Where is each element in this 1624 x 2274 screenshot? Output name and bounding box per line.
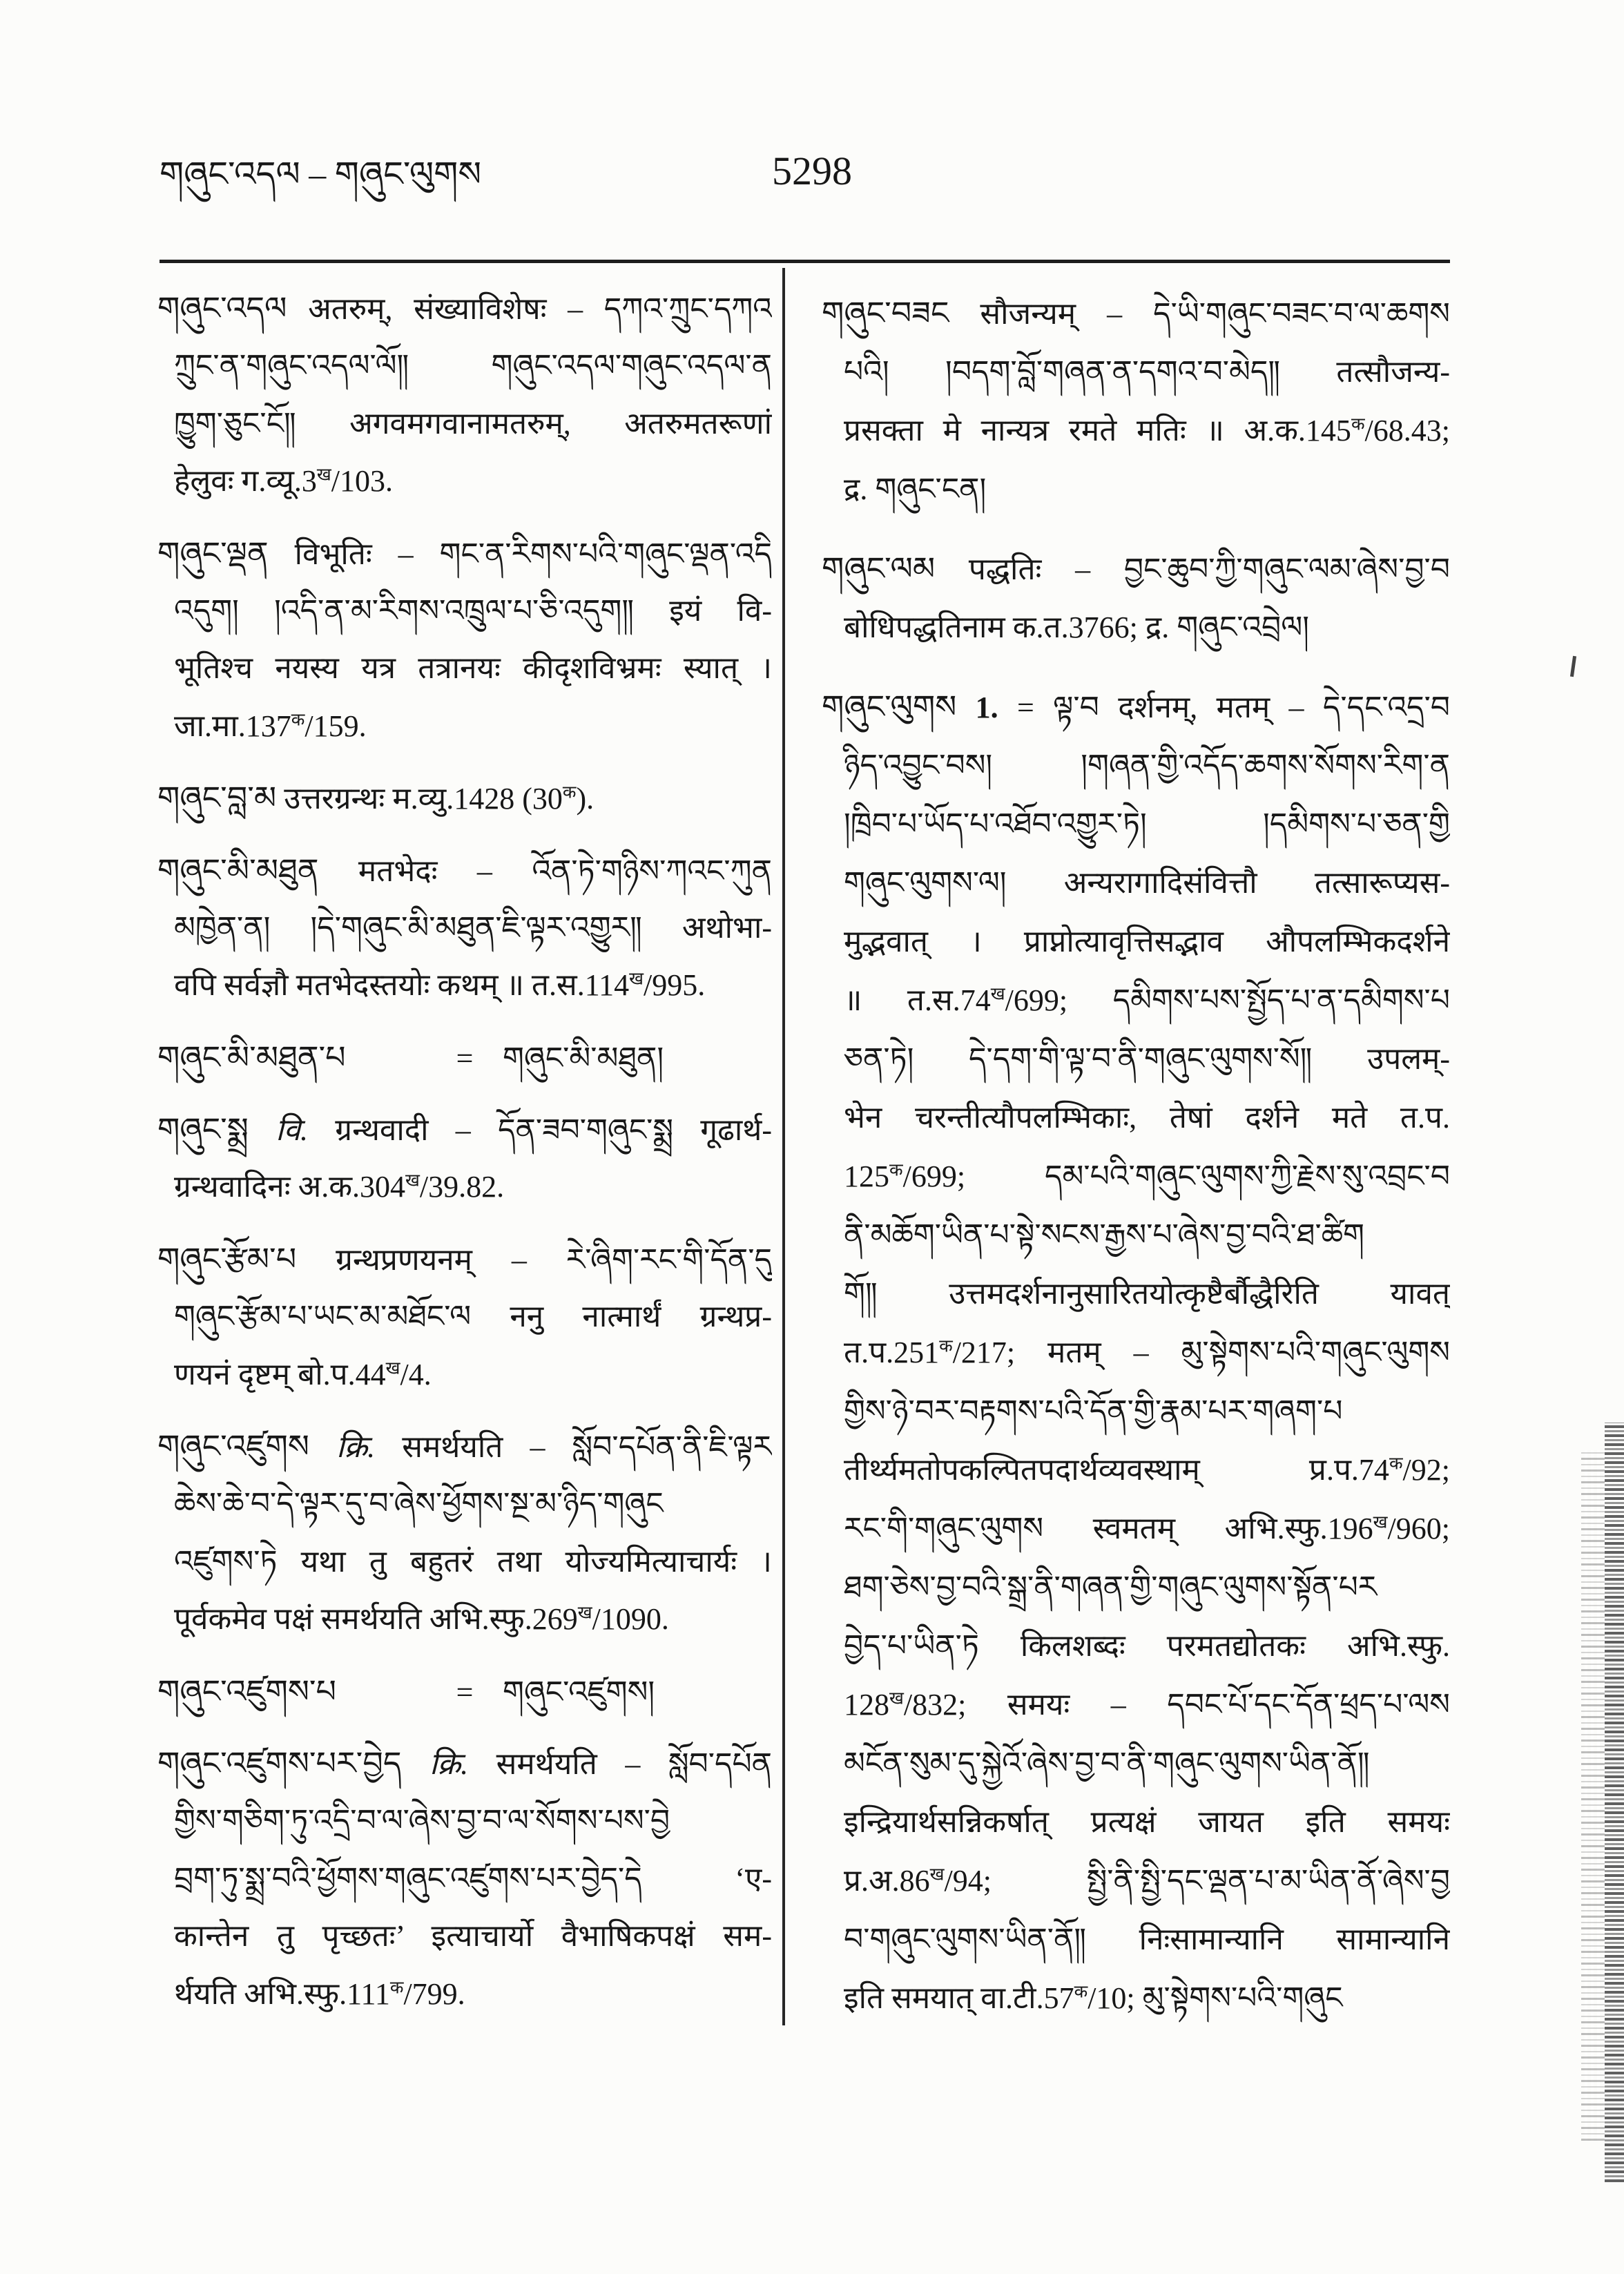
header-rule (160, 260, 1450, 263)
entry-line: གཞུང་ལུགས་ལ། अन्यरागादिसंवित्तौ तत्सारूप्यस- (844, 866, 1450, 900)
cross-reference-target: གཞུང་འཛུགས། (503, 1675, 655, 1709)
entry-text: ग्रन्थप्रणयनम् – རེ་ཞིག་རང་གི་དོན་དུ (336, 1242, 772, 1277)
entry-line: ཆེས་ཆེ་བ་དེ་ལྟར་དུ་བ་ཞེས་ཕྱོགས་སྔ་མ་ཉིད་གཞུང (174, 1487, 664, 1521)
entry-text: अतरुम्, संख्याविशेषः – དཀའ་ཀྲུང་དཀའ (308, 292, 772, 326)
headword: གཞུང་ལམ (822, 551, 936, 586)
entry-line: མངོན་སུམ་དུ་སྐྱེའོ་ཞེས་བྱ་བ་ནི་གཞུང་ལུགས་ཡིན་ནོ༎ (844, 1746, 1370, 1780)
entry-line: ཁྱུག་ཅུང་ངོ༎ अगवमगवानामतरुम्, अतरुमतरूणां (174, 406, 772, 441)
folio-side-superscript: ख (990, 983, 1005, 1004)
folio-side-superscript: ख (577, 1602, 592, 1623)
folio-side-superscript: ख (385, 1358, 400, 1378)
entry-first-line (157, 280, 772, 337)
entry-line: वपि सर्वज्ञौ मतभेदस्तयोः कथम् ॥ $त.स.114^ख/995$. (174, 968, 706, 1003)
entry-first-line (157, 1735, 772, 1792)
headword: གཞུང་ལྡན (157, 535, 269, 571)
dictionary-entry (157, 1418, 772, 1648)
entry-line: ཀྲུང་ན་གཞུང་འདལ་ལོ༎ གཞུང་འདལ་གཞུང་འདལ་ན (174, 349, 772, 383)
entry-first-line (157, 1029, 772, 1086)
running-head-guide-words: གཞུང་འདལ – གཞུང་ལུགས (160, 155, 482, 193)
entry-line: बोधिपद्धतिनाम क.त.3766; द्र. གཞུང་འབྲེལ། (844, 610, 1310, 644)
entry-line: ནི་མཆོག་ཡིན་པ་སྟེ་སངས་རྒྱས་པ་ཞེས་བྱ་བའི་ཐ་ཚིག (844, 1218, 1365, 1252)
entry-line: $जा.मा.137^क/159$. (174, 709, 367, 743)
entry-text: समर्थयति – སློབ་དཔོན་ནི་ཇི་ལྟར (402, 1430, 772, 1465)
entry-line: तीर्थ्यमतोपकल्पितपदार्थव्यवस्थाम् $प्र.प.74^क/92$; (844, 1453, 1450, 1487)
entry-first-line (157, 1418, 772, 1475)
dictionary-entry (822, 677, 1450, 2027)
entry-line: पूर्वकमेव पक्षं समर्थयति $अभि.स्फु.269^ख/1090$. (174, 1602, 669, 1637)
entry-line: གྱིས་ཉེ་བར་བརྟགས་པའི་དོན་གྱི་རྣམ་པར་གཞག་པ (844, 1394, 1343, 1428)
headword: གཞུང་འཛུགས་པར་བྱེད (157, 1745, 402, 1781)
folio-side-superscript: ख (889, 1688, 904, 1708)
entry-line: མཁྱེན་ན། །དེ་གཞུང་མི་མཐུན་ཇི་ལྟར་འགྱུར༎ अथोभा- (174, 910, 772, 945)
headword: གཞུང་རྩོམ་པ (157, 1241, 297, 1277)
entry-line: འདུག། །འདི་ན་མ་རིགས་འཁྲུལ་པ་ཅི་འདུག༎ इयं वि- (174, 593, 772, 628)
grammatical-label: वि. (276, 1113, 308, 1148)
entry-line: र्थयति $अभि.स्फु.111^क/799$. (174, 1976, 465, 2011)
dictionary-entry (157, 525, 772, 755)
left-column (157, 280, 772, 2037)
folio-side-superscript: क (562, 782, 577, 802)
entry-line: इति समयात् $वा.टी.57^क/10$; མུ་སྟེགས་པའི་གཞུང (844, 1981, 1343, 2015)
entry-line: ཉིད་འབྱུང་བས། །གཞན་གྱི་འདོད་ཆགས་སོགས་རིག་ན (844, 749, 1450, 782)
folio-side-superscript: क (291, 709, 305, 730)
headword: གཞུང་འཛུགས་པ (157, 1673, 337, 1709)
folio-side-superscript: क (1074, 1981, 1088, 2002)
scan-mark (1570, 656, 1576, 677)
entry-line: བྱེད་པ་ཡིན་ཏེ किलशब्दः परमतद्योतकः अभि.स्फु. (844, 1629, 1450, 1663)
entry-line: प्रसक्ता मे नान्यत्र रमते मतिः ॥ $अ.क.145^क/68.43$; (844, 414, 1450, 447)
entry-first-line (157, 1231, 772, 1288)
page-number: 5298 (772, 148, 852, 193)
cross-reference-sign: = (456, 1675, 474, 1709)
entry-line: ग्रन्थवादिनः $अ.क.304^ख/39.82$. (174, 1170, 505, 1204)
entry-line: འཛུགས་ཏེ यथा तु बहुतरं तथा योज्यमित्याचार्यः । (174, 1544, 772, 1579)
entry-text: = ལྟ་བ दर्शनम्, मतम् – དེ་དང་འདྲ་བ (1016, 691, 1450, 724)
dictionary-entry (157, 1029, 772, 1086)
entry-line: བྲག་ཏུ་སྨྲ་བའི་ཕྱོགས་གཞུང་འཛུགས་པར་བྱེད་དེ ‘ए- (174, 1861, 772, 1896)
entry-first-line (822, 539, 1450, 598)
headword: གཞུང་ལུགས (822, 689, 957, 724)
entry-first-line (157, 769, 772, 827)
folio-side-superscript: ख (929, 1864, 945, 1885)
folio-side-superscript: क (889, 1159, 903, 1180)
dictionary-entry (157, 1231, 772, 1403)
entry-line: རང་གི་གཞུང་ལུགས स्वमतम् $अभि.स्फु.196^ख/960$; (844, 1512, 1450, 1545)
entry-text: विभूतिः – གང་ན་རིགས་པའི་གཞུང་ལྡན་འདི (294, 537, 772, 571)
entry-line: द्र. གཞུང་ངན། (844, 472, 987, 506)
grammatical-label: क्रि. (429, 1746, 469, 1781)
headword: གཞུང་འདལ (157, 291, 287, 326)
column-divider (782, 268, 785, 2025)
folio-side-superscript: ख (629, 969, 644, 989)
entry-line: $त.प.251^क/217$; मतम् – མུ་སྟེགས་པའི་གཞུང་ལུགས (844, 1336, 1450, 1369)
entry-line: ཅན་ཏེ། དེ་དག་གི་ལྟ་བ་ནི་གཞུང་ལུགས་སོ༎ उपलम्- (844, 1042, 1450, 1076)
entry-first-line (157, 1101, 772, 1158)
entry-line: གྱིས་གཅིག་ཏུ་འདྲི་བ་ལ་ཞེས་བྱ་བ་ལ་སོགས་པས་བྱེ (174, 1804, 670, 1838)
entry-text: सौजन्यम् – དེ་ཡི་གཞུང་བཟང་བ་ལ་ཆགས (980, 297, 1450, 331)
headword: གཞུང་བླ་མ (157, 780, 277, 816)
entry-line: णयनं दृष्टम् $बो.प.44^ख/4$. (174, 1357, 432, 1391)
entry-text: मतभेदः – འོན་ཏེ་གཉིས་ཀའང་ཀུན (358, 854, 772, 888)
dictionary-entry (157, 1663, 772, 1720)
entry-first-line (157, 842, 772, 899)
dictionary-entry (157, 280, 772, 510)
headword: གཞུང་བཟང (822, 296, 949, 331)
entry-line: ॥ $त.स.74^ख/699$; དམིགས་པས་སྤྱོད་པ་ན་དམིགས་པ (844, 983, 1450, 1017)
folio-side-superscript: ख (1373, 1512, 1388, 1532)
entry-text: उत्तरग्रन्थः म.व्यु.1428 $(30^क)$. (284, 782, 594, 816)
headword: གཞུང་འཛུགས (157, 1429, 309, 1465)
entry-line: $128^ख/832$; समयः – དབང་པོ་དང་དོན་ཕྲད་པ་ལས (844, 1688, 1450, 1722)
grammatical-label: क्रि. (336, 1430, 376, 1465)
entry-text: ग्रन्थवादी – དོན་ཟབ་གཞུང་སྨྲ गूढार्थ- (335, 1113, 772, 1148)
headword: གཞུང་སྨྲ (157, 1112, 249, 1148)
entry-first-line (822, 284, 1450, 343)
entry-text: समर्थयति – སློབ་དཔོན (496, 1746, 772, 1781)
entry-line: གོ༎ उत्तमदर्शनानुसारितयोत्कृष्टैर्बौद्धैरिति यावत् (844, 1277, 1450, 1311)
entry-line: इन्द्रियार्थसन्निकर्षात् प्रत्यक्षं जायत इति समयः (844, 1805, 1450, 1839)
entry-line: ཐག་ཅེས་བྱ་བའི་སྒྲ་ནི་གཞན་གྱི་གཞུང་ལུགས་སྟོན་པར (844, 1570, 1378, 1604)
folio-side-superscript: क (1389, 1453, 1403, 1474)
entry-line: །ཁྲིབ་པ་ཡོད་པ་འཐོབ་འགྱུར་ཏེ། །དམིགས་པ་ཅན་གྱི (844, 807, 1450, 841)
entry-line: $125^क/699$; དམ་པའི་གཞུང་ལུགས་ཀྱི་རྗེས་སུ་འབྲང་བ (844, 1159, 1450, 1193)
entry-line: བ་གཞུང་ལུགས་ཡིན་ནོ༎ निःसामान्यानि सामान्यानि (844, 1923, 1450, 1956)
entry-line: कान्तेन तु पृच्छतः’ इत्याचार्यो वैभाषिकपक्षं सम- (174, 1919, 772, 1954)
entry-first-line (157, 525, 772, 582)
folio-side-superscript: ख (405, 1170, 420, 1191)
entry-line: གཞུང་རྩོམ་པ་ཡང་མ་མཐོང་ལ ननु नात्मार्थं ग्रन्थप्र- (174, 1300, 772, 1334)
dictionary-entry (822, 284, 1450, 519)
headword: གཞུང་མི་མཐུན་པ (157, 1039, 346, 1075)
entry-line: $प्र.अ.86^ख/94$; སྤྱི་ནི་སྤྱི་དང་ལྡན་པ་མ་ཡིན་ནོ་ཞེས་བྱ (844, 1864, 1450, 1898)
folio-side-superscript: ख (316, 464, 331, 485)
entry-line: हेलुवः $ग.व्यू.3^ख/103$. (174, 464, 393, 499)
entry-first-line (157, 1663, 772, 1720)
scan-edge-speckle-dense (1605, 1423, 1624, 2182)
dictionary-entry (157, 842, 772, 1014)
entry-line: भेन चरन्तीत्यौपलम्भिकाः, तेषां दर्शने मते त.प. (844, 1101, 1450, 1135)
cross-reference-sign: = (456, 1041, 474, 1075)
entry-line: པའི། །བདག་བློ་གཞན་ན་དགའ་བ་མེད༎ तत्सौजन्य- (844, 355, 1450, 389)
headword: གཞུང་མི་མཐུན (157, 852, 319, 888)
dictionary-entry (157, 769, 772, 827)
dictionary-entry (822, 539, 1450, 657)
dictionary-entry (157, 1735, 772, 2023)
folio-side-superscript: क (1351, 414, 1365, 434)
folio-side-superscript: क (389, 1977, 404, 1998)
entry-first-line (822, 677, 1450, 736)
folio-side-superscript: क (939, 1336, 953, 1356)
right-column (822, 284, 1450, 2048)
entry-text: पद्धतिः – བྱང་ཆུབ་ཀྱི་གཞུང་ལམ་ཞེས་བྱ་བ (968, 552, 1450, 586)
entry-line: भूतिश्च नयस्य यत्र तत्रानयः कीदृशविभ्रमः स्यात् । (174, 651, 772, 686)
sense-number: 1. (975, 691, 998, 724)
cross-reference-target: གཞུང་མི་མཐུན། (503, 1041, 664, 1075)
entry-line: मुद्भवात् । प्राप्नोत्यावृत्तिसद्भाव औपलम्भिकदर्शने (844, 925, 1450, 958)
dictionary-entry (157, 1101, 772, 1216)
scan-edge-speckle (1581, 1450, 1605, 2141)
